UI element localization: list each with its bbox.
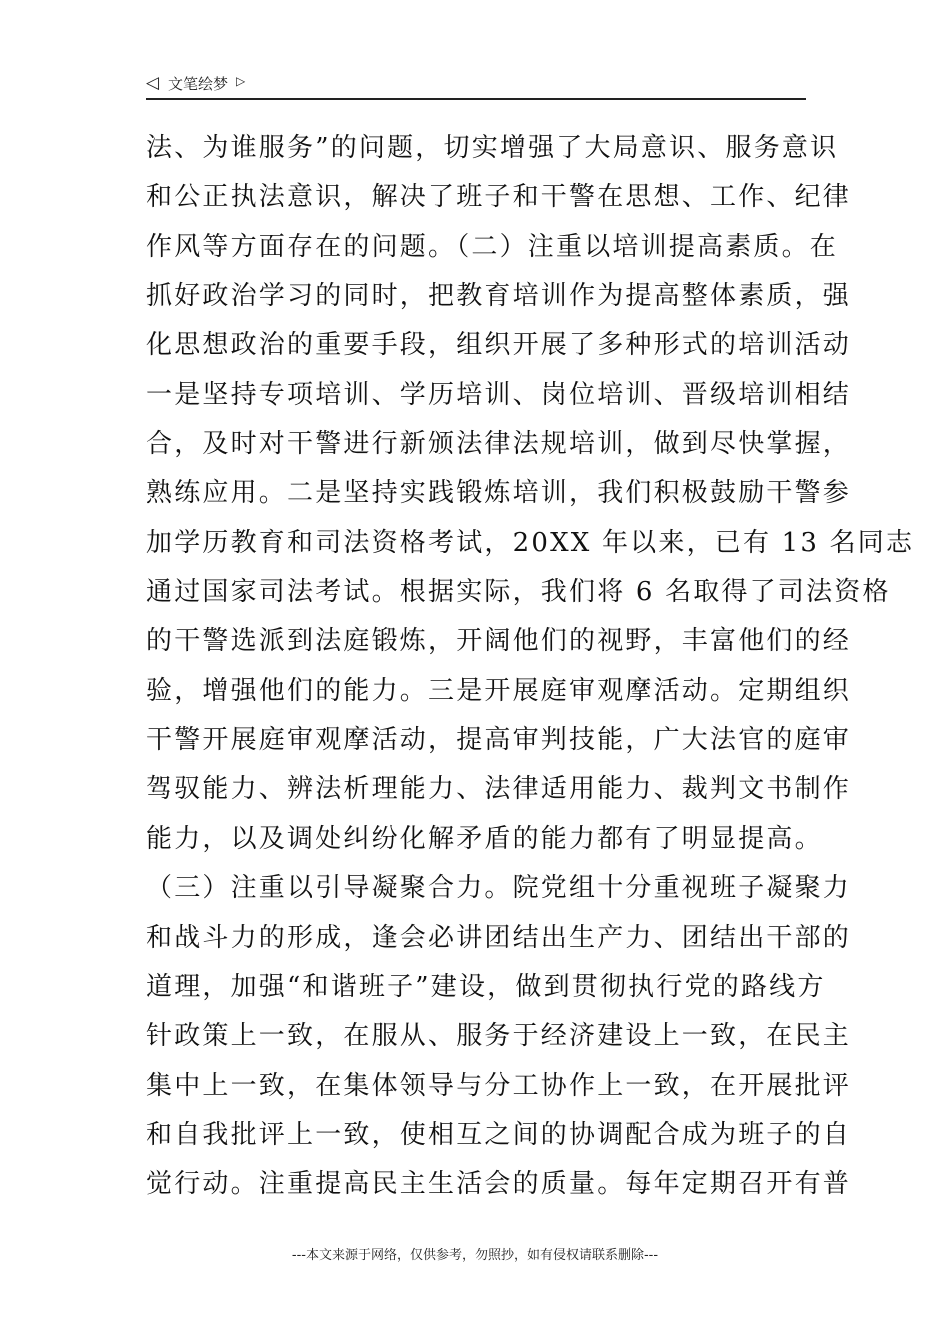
text-line: 针政策上一致，在服从、服务于经济建设上一致，在民主 [146, 1021, 852, 1052]
text-line: 驾驭能力、辨法析理能力、法律适用能力、裁判文书制作 [146, 774, 852, 805]
text-line: 和公正执法意识，解决了班子和干警在思想、工作、纪律 [146, 182, 852, 213]
right-triangle-icon: ▷ [236, 74, 246, 88]
text-line: 合，及时对干警进行新颁法律法规培训，做到尽快掌握， [146, 429, 852, 460]
page-header [146, 72, 806, 100]
text-line: 能力，以及调处纠纷化解矛盾的能力都有了明显提高。 [146, 823, 823, 854]
text-line: 法、为谁服务”的问题，切实增强了大局意识、服务意识 [146, 133, 839, 163]
text-line: 一是坚持专项培训、学历培训、岗位培训、晋级培训相结 [146, 379, 852, 410]
text-line: 道理，加强“和谐班子”建设，做到贯彻执行党的路线方 [146, 971, 826, 1002]
text-line: 集中上一致，在集体领导与分工协作上一致，在开展批评 [146, 1070, 852, 1101]
text-line: 验，增强他们的能力。三是开展庭审观摩活动。定期组织 [146, 675, 852, 706]
text-line: 加学历教育和司法资格考试，20XX 年以来，已有 13 名同志 [146, 527, 915, 558]
left-triangle-icon: ◁ [146, 73, 160, 93]
text-line: 和战斗力的形成，逢会必讲团结出生产力、团结出干部的 [146, 922, 852, 953]
document-body [146, 124, 915, 1210]
text-line: 作风等方面存在的问题。（二）注重以培训提高素质。在 [146, 231, 839, 262]
header-title: 文笔绘梦 [168, 75, 229, 93]
text-line: （三）注重以引导凝聚合力。院党组十分重视班子凝聚力 [146, 873, 852, 904]
text-line: 的干警选派到法庭锻炼，开阔他们的视野，丰富他们的经 [146, 626, 852, 657]
text-line: 和自我批评上一致，使相互之间的协调配合成为班子的自 [146, 1119, 852, 1150]
text-line: 觉行动。注重提高民主生活会的质量。每年定期召开有普 [146, 1169, 852, 1200]
text-line: 化思想政治的重要手段，组织开展了多种形式的培训活动 [146, 330, 852, 361]
text-line: 熟练应用。二是坚持实践锻炼培训，我们积极鼓励干警参 [146, 478, 852, 509]
text-line: 抓好政治学习的同时，把教育培训作为提高整体素质，强 [146, 281, 852, 312]
text-line: 通过国家司法考试。根据实际，我们将 6 名取得了司法资格 [146, 577, 891, 608]
footer-disclaimer: ---本文来源于网络，仅供参考，勿照抄，如有侵权请联系删除--- [291, 1248, 659, 1263]
text-line: 干警开展庭审观摩活动，提高审判技能，广大法官的庭审 [146, 725, 852, 756]
